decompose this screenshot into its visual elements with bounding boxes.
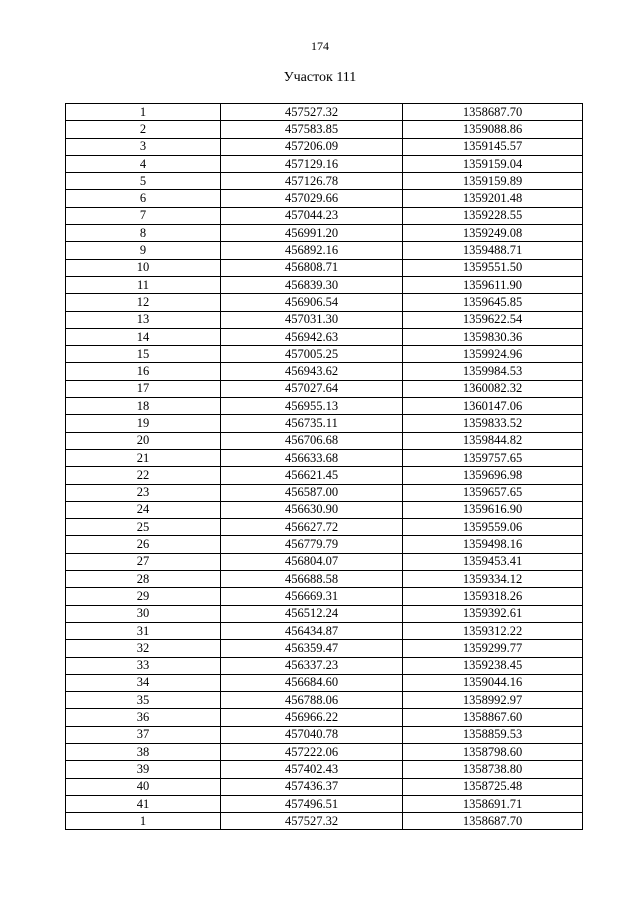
point-number-cell: 1 <box>66 813 221 830</box>
y-coordinate-cell: 1358725.48 <box>403 778 583 795</box>
x-coordinate-cell: 457527.32 <box>221 813 403 830</box>
x-coordinate-cell: 456337.23 <box>221 657 403 674</box>
x-coordinate-cell: 456808.71 <box>221 259 403 276</box>
table-row <box>66 294 583 311</box>
x-coordinate-cell: 456943.62 <box>221 363 403 380</box>
point-number-cell: 13 <box>66 311 221 328</box>
point-number-cell: 33 <box>66 657 221 674</box>
table-row <box>66 415 583 432</box>
table-row <box>66 588 583 605</box>
point-number-cell: 19 <box>66 415 221 432</box>
y-coordinate-cell: 1359145.57 <box>403 138 583 155</box>
y-coordinate-cell: 1359924.96 <box>403 346 583 363</box>
y-coordinate-cell: 1358992.97 <box>403 692 583 709</box>
table-row <box>66 795 583 812</box>
y-coordinate-cell: 1359645.85 <box>403 294 583 311</box>
x-coordinate-cell: 457031.30 <box>221 311 403 328</box>
y-coordinate-cell: 1359657.65 <box>403 484 583 501</box>
y-coordinate-cell: 1359453.41 <box>403 553 583 570</box>
table-row <box>66 692 583 709</box>
y-coordinate-cell: 1359984.53 <box>403 363 583 380</box>
y-coordinate-cell: 1359299.77 <box>403 640 583 657</box>
x-coordinate-cell: 456906.54 <box>221 294 403 311</box>
y-coordinate-cell: 1359318.26 <box>403 588 583 605</box>
y-coordinate-cell: 1359088.86 <box>403 121 583 138</box>
point-number-cell: 26 <box>66 536 221 553</box>
y-coordinate-cell: 1359830.36 <box>403 328 583 345</box>
x-coordinate-cell: 457206.09 <box>221 138 403 155</box>
x-coordinate-cell: 456892.16 <box>221 242 403 259</box>
y-coordinate-cell: 1358738.80 <box>403 761 583 778</box>
point-number-cell: 16 <box>66 363 221 380</box>
point-number-cell: 4 <box>66 155 221 172</box>
x-coordinate-cell: 456779.79 <box>221 536 403 553</box>
table-row <box>66 726 583 743</box>
table-row <box>66 709 583 726</box>
table-row <box>66 657 583 674</box>
y-coordinate-cell: 1358687.70 <box>403 813 583 830</box>
y-coordinate-cell: 1359249.08 <box>403 225 583 242</box>
point-number-cell: 34 <box>66 674 221 691</box>
y-coordinate-cell: 1359844.82 <box>403 432 583 449</box>
point-number-cell: 12 <box>66 294 221 311</box>
table-row <box>66 242 583 259</box>
y-coordinate-cell: 1359757.65 <box>403 449 583 466</box>
x-coordinate-cell: 456669.31 <box>221 588 403 605</box>
point-number-cell: 37 <box>66 726 221 743</box>
table-row <box>66 173 583 190</box>
y-coordinate-cell: 1359392.61 <box>403 605 583 622</box>
x-coordinate-cell: 456966.22 <box>221 709 403 726</box>
x-coordinate-cell: 456735.11 <box>221 415 403 432</box>
y-coordinate-cell: 1358691.71 <box>403 795 583 812</box>
point-number-cell: 7 <box>66 207 221 224</box>
point-number-cell: 5 <box>66 173 221 190</box>
table-row <box>66 276 583 293</box>
point-number-cell: 8 <box>66 225 221 242</box>
point-number-cell: 3 <box>66 138 221 155</box>
table-row <box>66 449 583 466</box>
table-row <box>66 519 583 536</box>
y-coordinate-cell: 1358859.53 <box>403 726 583 743</box>
point-number-cell: 38 <box>66 743 221 760</box>
point-number-cell: 14 <box>66 328 221 345</box>
x-coordinate-cell: 457040.78 <box>221 726 403 743</box>
point-number-cell: 18 <box>66 398 221 415</box>
y-coordinate-cell: 1359228.55 <box>403 207 583 224</box>
table-row <box>66 259 583 276</box>
x-coordinate-cell: 456621.45 <box>221 467 403 484</box>
table-row <box>66 674 583 691</box>
y-coordinate-cell: 1358798.60 <box>403 743 583 760</box>
point-number-cell: 29 <box>66 588 221 605</box>
table-row <box>66 398 583 415</box>
table-row <box>66 207 583 224</box>
table-row <box>66 121 583 138</box>
x-coordinate-cell: 456688.58 <box>221 571 403 588</box>
y-coordinate-cell: 1359044.16 <box>403 674 583 691</box>
table-row <box>66 761 583 778</box>
y-coordinate-cell: 1358867.60 <box>403 709 583 726</box>
x-coordinate-cell: 457402.43 <box>221 761 403 778</box>
point-number-cell: 2 <box>66 121 221 138</box>
table-row <box>66 553 583 570</box>
point-number-cell: 22 <box>66 467 221 484</box>
table-row <box>66 813 583 830</box>
point-number-cell: 1 <box>66 104 221 121</box>
point-number-cell: 28 <box>66 571 221 588</box>
x-coordinate-cell: 457436.37 <box>221 778 403 795</box>
table-row <box>66 225 583 242</box>
x-coordinate-cell: 456684.60 <box>221 674 403 691</box>
y-coordinate-cell: 1360082.32 <box>403 380 583 397</box>
point-number-cell: 27 <box>66 553 221 570</box>
x-coordinate-cell: 456942.63 <box>221 328 403 345</box>
x-coordinate-cell: 456434.87 <box>221 622 403 639</box>
x-coordinate-cell: 456706.68 <box>221 432 403 449</box>
x-coordinate-cell: 457005.25 <box>221 346 403 363</box>
y-coordinate-cell: 1359488.71 <box>403 242 583 259</box>
table-row <box>66 311 583 328</box>
x-coordinate-cell: 456512.24 <box>221 605 403 622</box>
page-number: 174 <box>311 39 329 53</box>
x-coordinate-cell: 457496.51 <box>221 795 403 812</box>
y-coordinate-cell: 1358687.70 <box>403 104 583 121</box>
x-coordinate-cell: 456955.13 <box>221 398 403 415</box>
table-row <box>66 571 583 588</box>
table-row <box>66 432 583 449</box>
point-number-cell: 23 <box>66 484 221 501</box>
table-row <box>66 605 583 622</box>
y-coordinate-cell: 1359551.50 <box>403 259 583 276</box>
y-coordinate-cell: 1359201.48 <box>403 190 583 207</box>
table-row <box>66 104 583 121</box>
point-number-cell: 36 <box>66 709 221 726</box>
y-coordinate-cell: 1359159.89 <box>403 173 583 190</box>
point-number-cell: 9 <box>66 242 221 259</box>
x-coordinate-cell: 457222.06 <box>221 743 403 760</box>
x-coordinate-cell: 457527.32 <box>221 104 403 121</box>
table-row <box>66 380 583 397</box>
point-number-cell: 10 <box>66 259 221 276</box>
table-row <box>66 622 583 639</box>
point-number-cell: 15 <box>66 346 221 363</box>
x-coordinate-cell: 456359.47 <box>221 640 403 657</box>
table-row <box>66 484 583 501</box>
point-number-cell: 31 <box>66 622 221 639</box>
y-coordinate-cell: 1359559.06 <box>403 519 583 536</box>
table-row <box>66 155 583 172</box>
table-row <box>66 190 583 207</box>
section-title: Участок 111 <box>283 70 357 85</box>
point-number-cell: 39 <box>66 761 221 778</box>
table-row <box>66 363 583 380</box>
x-coordinate-cell: 457027.64 <box>221 380 403 397</box>
x-coordinate-cell: 456627.72 <box>221 519 403 536</box>
point-number-cell: 35 <box>66 692 221 709</box>
y-coordinate-cell: 1359616.90 <box>403 501 583 518</box>
table-row <box>66 501 583 518</box>
y-coordinate-cell: 1359334.12 <box>403 571 583 588</box>
table-row <box>66 640 583 657</box>
x-coordinate-cell: 456804.07 <box>221 553 403 570</box>
x-coordinate-cell: 457129.16 <box>221 155 403 172</box>
table-row <box>66 138 583 155</box>
point-number-cell: 6 <box>66 190 221 207</box>
point-number-cell: 20 <box>66 432 221 449</box>
x-coordinate-cell: 456839.30 <box>221 276 403 293</box>
table-row <box>66 778 583 795</box>
table-row <box>66 328 583 345</box>
table-row <box>66 467 583 484</box>
table-row <box>66 346 583 363</box>
point-number-cell: 11 <box>66 276 221 293</box>
y-coordinate-cell: 1359611.90 <box>403 276 583 293</box>
y-coordinate-cell: 1359312.22 <box>403 622 583 639</box>
x-coordinate-cell: 457583.85 <box>221 121 403 138</box>
point-number-cell: 21 <box>66 449 221 466</box>
y-coordinate-cell: 1359696.98 <box>403 467 583 484</box>
y-coordinate-cell: 1359159.04 <box>403 155 583 172</box>
point-number-cell: 40 <box>66 778 221 795</box>
x-coordinate-cell: 457044.23 <box>221 207 403 224</box>
coordinates-table <box>65 103 583 830</box>
x-coordinate-cell: 456630.90 <box>221 501 403 518</box>
table-row <box>66 743 583 760</box>
x-coordinate-cell: 456633.68 <box>221 449 403 466</box>
point-number-cell: 25 <box>66 519 221 536</box>
x-coordinate-cell: 457029.66 <box>221 190 403 207</box>
table-row <box>66 536 583 553</box>
point-number-cell: 30 <box>66 605 221 622</box>
point-number-cell: 41 <box>66 795 221 812</box>
point-number-cell: 24 <box>66 501 221 518</box>
point-number-cell: 17 <box>66 380 221 397</box>
x-coordinate-cell: 456788.06 <box>221 692 403 709</box>
y-coordinate-cell: 1359622.54 <box>403 311 583 328</box>
x-coordinate-cell: 456991.20 <box>221 225 403 242</box>
y-coordinate-cell: 1360147.06 <box>403 398 583 415</box>
coordinates-table-body <box>66 104 583 830</box>
y-coordinate-cell: 1359238.45 <box>403 657 583 674</box>
y-coordinate-cell: 1359833.52 <box>403 415 583 432</box>
y-coordinate-cell: 1359498.16 <box>403 536 583 553</box>
x-coordinate-cell: 457126.78 <box>221 173 403 190</box>
point-number-cell: 32 <box>66 640 221 657</box>
x-coordinate-cell: 456587.00 <box>221 484 403 501</box>
